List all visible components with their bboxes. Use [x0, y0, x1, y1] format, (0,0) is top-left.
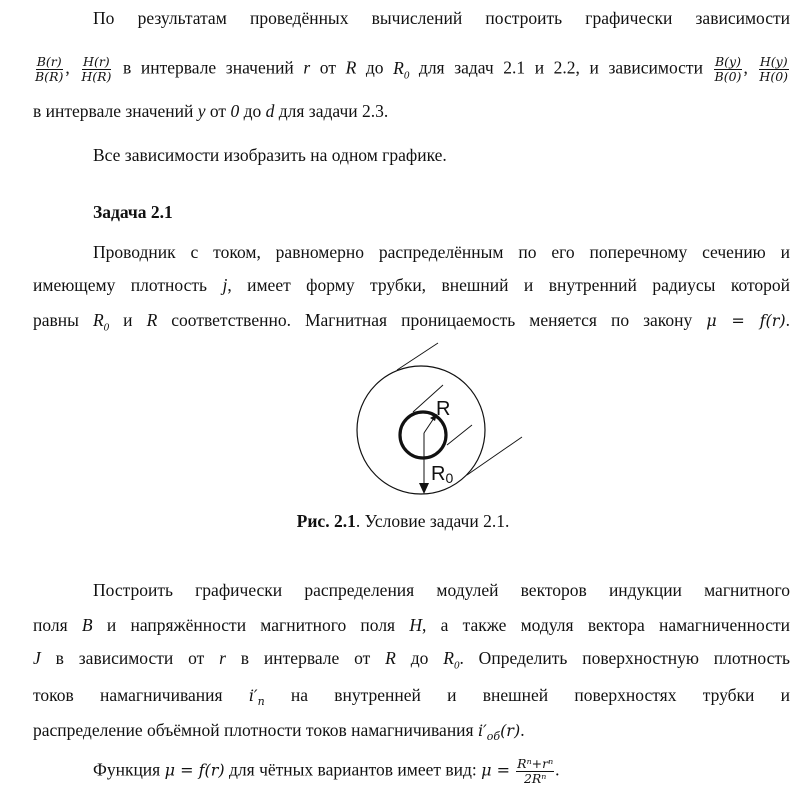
caption-text: . Условие задачи 2.1.: [355, 511, 510, 531]
text-run: [310, 58, 345, 78]
text-content: R: [443, 648, 454, 668]
text-content: B: [81, 615, 93, 635]
text-content: ,: [65, 57, 80, 78]
label-r0-main: R: [431, 463, 446, 485]
text-content: y: [197, 101, 206, 121]
text-run: [33, 310, 93, 330]
text-content: Все зависимости изобразить на одном графике.: [93, 145, 447, 165]
math-symbol: [147, 310, 158, 330]
text-run: [422, 615, 790, 635]
fraction-denominator: H(R): [81, 69, 112, 84]
text-run: [356, 58, 393, 78]
label-r0-sub: 0: [445, 470, 454, 486]
math-symbol: [409, 615, 422, 635]
label-r: R: [436, 398, 451, 420]
fraction-denominator: B(0): [714, 69, 742, 84]
subscript: 0: [103, 321, 110, 334]
text-content: j: [222, 275, 228, 295]
text-content: 0: [230, 101, 240, 121]
math-symbol: [443, 648, 460, 672]
hatch-line: [447, 425, 472, 445]
text-line: [93, 144, 790, 166]
math-symbol: [230, 101, 239, 121]
text-line: [33, 684, 790, 709]
caption-number: Рис. 2.1: [296, 511, 356, 531]
text-content: , имеет форму трубки, внешний и внутренний радиусы которой: [227, 275, 791, 295]
text-run: [786, 310, 790, 330]
fraction: [516, 757, 554, 786]
text-run: [33, 720, 478, 740]
text-content: R: [393, 57, 404, 78]
text-line: [33, 54, 790, 84]
text-content: d: [265, 101, 275, 121]
text-run: [226, 648, 385, 668]
math-symbol: [385, 648, 396, 668]
text-run: [225, 760, 482, 780]
math-symbol: [248, 686, 265, 709]
math-symbol: [92, 310, 110, 334]
text-run: [93, 242, 790, 262]
text-content: , а также модуля вектора намагниченности: [421, 615, 790, 635]
text-content: для чётных вариантов имеет вид:: [224, 759, 482, 780]
subscript: 0: [403, 69, 410, 82]
fraction: [758, 55, 789, 84]
text-run: [93, 580, 790, 600]
figure-tube-cross-section: [300, 330, 540, 510]
text-content: (r): [500, 721, 521, 740]
text-content: и: [109, 310, 147, 330]
math-symbol: [33, 648, 41, 668]
text-run: [93, 8, 790, 28]
section-heading: [93, 202, 173, 222]
text-content: μ = f(r): [706, 311, 786, 330]
subscript: об: [486, 730, 501, 744]
math-symbol: [706, 311, 785, 330]
text-content: Построить графически распределения модулей векторов индукции магнитного: [93, 580, 790, 600]
text-content: .: [785, 310, 790, 330]
text-line: [33, 274, 790, 296]
text-content: R: [92, 310, 104, 330]
text-run: [93, 760, 165, 780]
subscript: 0: [453, 659, 460, 672]
math-symbol: [481, 761, 515, 780]
text-content: R: [385, 648, 396, 668]
text-line: [33, 309, 790, 334]
text-line: [33, 100, 790, 122]
text-content: до: [356, 57, 394, 78]
text-content: . Определить поверхностную плотность: [459, 648, 791, 668]
fraction-numerator: H(y): [759, 54, 788, 69]
text-content: равны: [33, 310, 93, 330]
fraction: [80, 55, 112, 84]
text-content: в интервале значений: [33, 101, 198, 121]
text-line: [33, 647, 791, 672]
text-content: и напряжённости магнитного поля: [92, 615, 410, 635]
text-content: J: [33, 648, 41, 668]
math-symbol: [346, 58, 357, 78]
text-content: r: [219, 648, 226, 668]
text-content: распределение объёмной плотности токов намагничивания: [33, 720, 478, 740]
text-line: [93, 241, 790, 263]
text-run: [459, 648, 790, 668]
text-content: .: [520, 720, 525, 740]
text-run: [239, 101, 265, 121]
text-content: μ = f(r): [164, 760, 225, 780]
fraction-numerator: B(y): [714, 54, 741, 69]
text-content: Проводник с током, равномерно распределённым по его поперечному сечению и: [93, 242, 790, 262]
subscript: п: [257, 695, 265, 709]
math-symbol: [165, 761, 225, 780]
text-run: [93, 145, 447, 165]
text-line: [93, 579, 790, 601]
arrowhead-icon: [419, 483, 429, 494]
text-content: от: [205, 101, 231, 121]
text-run: [555, 760, 559, 780]
math-symbol: [500, 721, 520, 740]
fraction-denominator: B(R): [35, 69, 64, 84]
text-content: имеющему плотность: [33, 275, 223, 295]
text-content: ,: [743, 57, 758, 78]
text-content: Функция: [93, 759, 165, 780]
text-content: в зависимости от: [40, 648, 220, 668]
text-content: По результатам проведённых вычислений построить графически зависимости: [93, 8, 790, 28]
text-line: [93, 7, 790, 29]
text-run: [109, 310, 146, 330]
hatch-line: [467, 437, 522, 475]
fraction-numerator: B(r): [36, 54, 62, 69]
text-line: [33, 614, 790, 636]
text-content: до: [239, 101, 266, 121]
text-content: r: [303, 57, 311, 78]
text-content: .: [555, 759, 560, 780]
math-symbol: [219, 648, 226, 668]
text-run: [409, 58, 712, 78]
text-content: поля: [33, 615, 82, 635]
text-content: для задач 2.1 и 2.2, и зависимости: [409, 57, 713, 78]
text-content: R: [345, 57, 357, 78]
text-content: Задача 2.1: [93, 202, 173, 222]
math-symbol: [82, 615, 93, 635]
text-run: [274, 101, 388, 121]
fraction-numerator: Rⁿ+rⁿ: [517, 756, 554, 771]
text-content: от: [310, 57, 346, 78]
text-content: на внутренней и внешней поверхностях трубки и: [264, 685, 790, 705]
text-run: [33, 685, 249, 705]
text-run: [113, 58, 303, 78]
text-content: соответственно. Магнитная проницаемость меняется по закону: [157, 310, 707, 330]
text-content: до: [395, 648, 444, 668]
text-content: для задачи 2.3.: [274, 101, 389, 121]
text-run: [33, 615, 82, 635]
text-run: [206, 101, 231, 121]
text-run: [743, 58, 757, 78]
fraction-numerator: H(r): [83, 54, 110, 69]
text-content: токов намагничивания: [33, 685, 249, 705]
text-run: [265, 685, 790, 705]
fraction: [714, 55, 743, 84]
fraction-denominator: H(0): [759, 69, 789, 84]
math-symbol: [477, 721, 501, 744]
text-run: [396, 648, 443, 668]
text-run: [93, 615, 410, 635]
text-run: [33, 275, 222, 295]
text-line: [93, 201, 790, 223]
math-symbol: [198, 101, 206, 121]
text-content: μ =: [481, 760, 516, 780]
text-run: [157, 310, 706, 330]
text-line: [93, 757, 790, 786]
text-run: [33, 101, 198, 121]
text-content: i′: [477, 721, 487, 740]
text-run: [41, 648, 219, 668]
text-content: i′: [248, 686, 258, 705]
text-run: [227, 275, 790, 295]
text-content: в интервале значений: [113, 57, 304, 78]
label-r0: [431, 463, 453, 486]
text-line: [33, 719, 790, 748]
text-content: R: [146, 310, 158, 330]
figure-caption: [0, 510, 806, 532]
text-content: в интервале от: [225, 648, 386, 668]
radius-r-arrow: [424, 418, 434, 433]
text-content: H: [409, 615, 422, 635]
fraction: [34, 55, 64, 84]
text-run: [65, 58, 79, 78]
fraction-denominator: 2Rⁿ: [523, 771, 547, 786]
text-run: [520, 720, 524, 740]
math-symbol: [393, 57, 410, 82]
